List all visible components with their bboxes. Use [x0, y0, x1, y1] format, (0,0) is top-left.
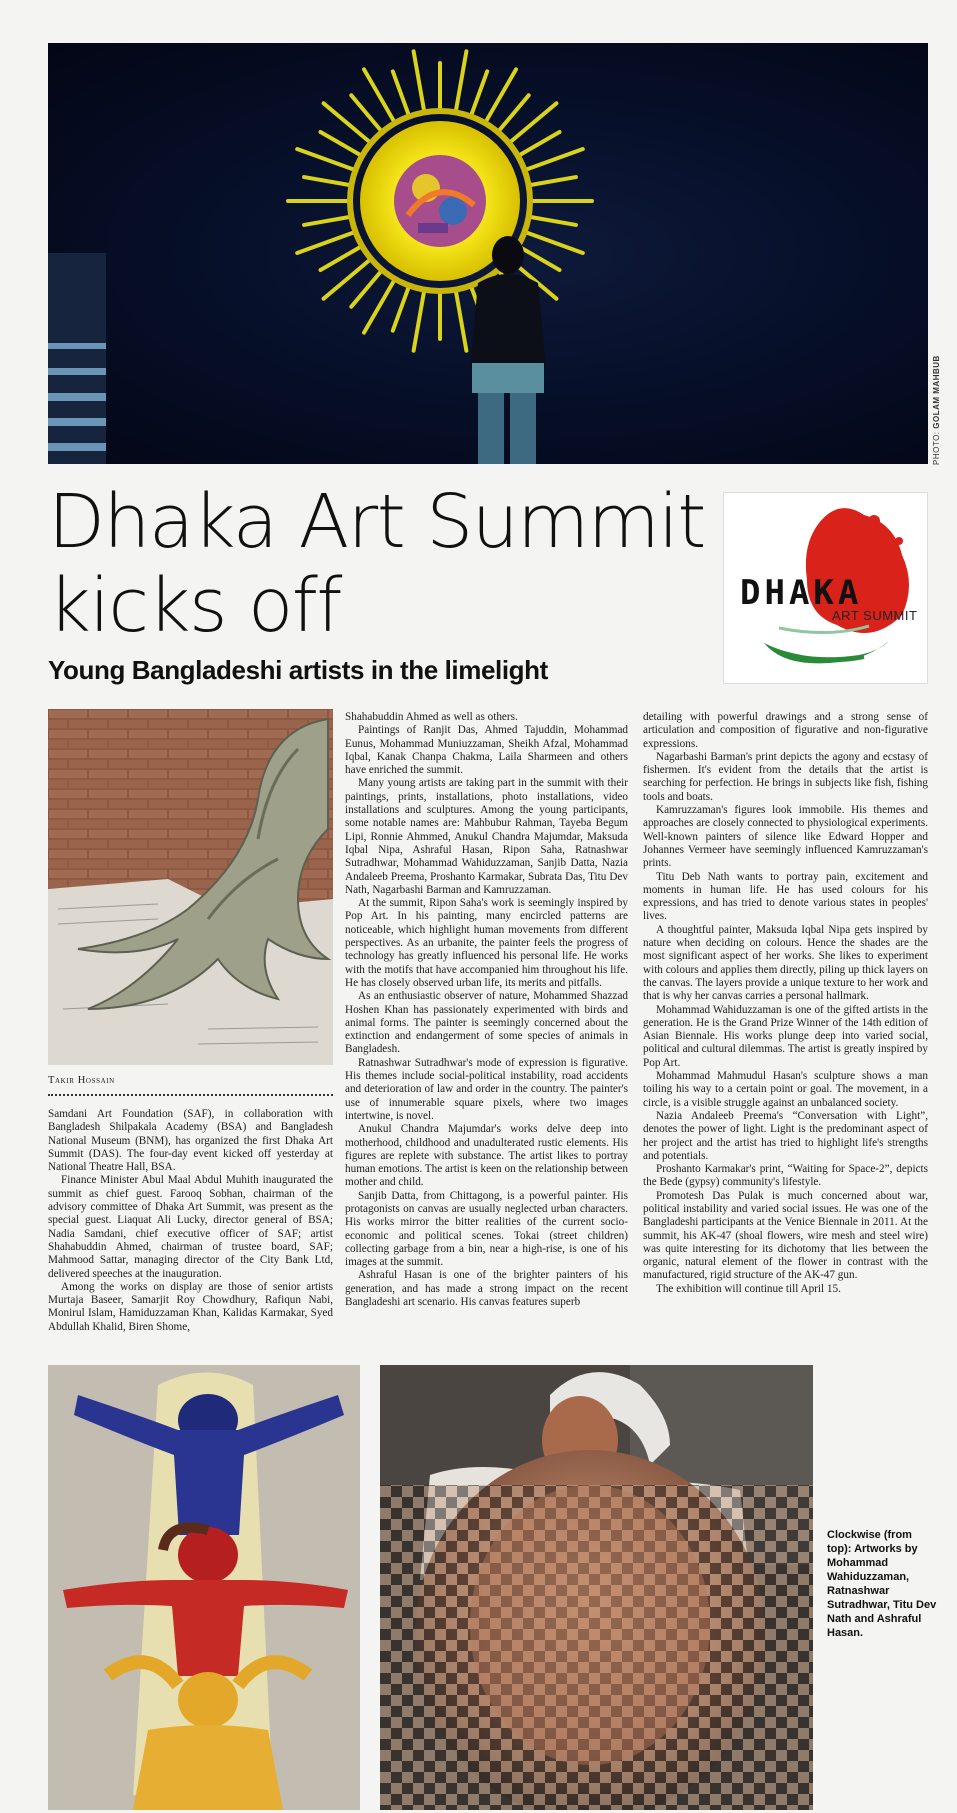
paragraph: Finance Minister Abul Maal Abdul Muhith inaugurated the summit as chief guest. Farooq Sobhan, chairman of the advisory committee of Dhaka Art Summit, was present as the special guest. Liaquat Ali Lucky, director general of BSA; Nadia Samdani, chief executive officer of SAF; artist Shahabuddin Ahmed, chairman of trustee board, SAF; Mahmood Sattar, managing director of the City Bank Ltd, delivered speeches at the inauguration. [48, 1174, 333, 1280]
photo-credit-label: PHOTO: [932, 431, 941, 465]
sunburst-ray [520, 132, 560, 155]
sunburst-ray [520, 247, 560, 270]
sunburst-ray [320, 132, 360, 155]
paragraph: Sanjib Datta, from Chittagong, is a powerful painter. His protagonists on canvas are usually neglected urban characters. His works mirror the bitter realities of the current socio-economic and political scenes. Tokai (street children) collecting garbage from a bin, near a high-rise, is one of his images at the summit. [345, 1189, 628, 1269]
paragraph: The exhibition will continue till April 15. [656, 1282, 841, 1295]
paragraph: Proshanto Karmakar's print, “Waiting for Space-2”, depicts the Bede (gypsy) community's lifestyle. [643, 1163, 928, 1189]
paragraph: A thoughtful painter, Maksuda Iqbal Nipa gets inspired by nature when deciding on colours. Hence the shades are the most significant aspect of her works. She likes to experiment with colours and applies them directly, piling up thick layers on the canvas. The layers provide a unique texture to her work and that is why her canvas carries a personal hallmark. [643, 923, 928, 1003]
sunburst-ray [320, 247, 360, 270]
artwork-stacked-figures [48, 1365, 360, 1810]
sunburst-ray [297, 149, 353, 170]
tree-root-sculpture-image [48, 709, 333, 1065]
paragraph: Nazia Andaleeb Preema's “Conversation with Light”, denotes the power of light. Light is the predominant aspect of her project and the artist has tried to highlight life's strengths and potentials. [643, 1109, 928, 1162]
article-column-3 [643, 711, 928, 1296]
pixelated-portrait-painting-image [380, 1365, 813, 1810]
sunburst-ray [297, 232, 353, 253]
sunburst-ray [351, 95, 381, 130]
paragraph: Kamruzzaman's figures look immobile. His themes and approaches are closely connected to physiological experiments. Well-known painters of silence like Edward Hopper and Johannes Vermeer have seemingly influenced Kamruzzaman's prints. [643, 804, 928, 870]
sunburst-ray [304, 217, 349, 225]
paragraph: Shahabuddin Ahmed as well as others. [345, 711, 518, 723]
dhaka-art-summit-logo [723, 492, 928, 684]
paragraph: Anukul Chandra Majumdar's works delve deep into motherhood, childhood and unadulterated rustic elements. His figures are replete with substance. The artist likes to portray human emotions. The artist is keen on the relationship between mother and child. [345, 1123, 628, 1189]
sculpture-photo [48, 709, 333, 1065]
sunburst-ray [393, 287, 409, 330]
artwork-pixelated-portrait [380, 1365, 813, 1810]
sunburst-ray [351, 271, 381, 306]
stacked-figures-painting-image [48, 1365, 360, 1810]
sunburst-ray [471, 71, 487, 114]
sunburst-ray [531, 217, 576, 225]
headline [48, 480, 708, 648]
sunburst-ray [304, 177, 349, 185]
sunburst-ray [526, 149, 582, 170]
paragraph: Ratnashwar Sutradhwar's mode of expression is figurative. His themes include social-political instability, road accidents and deterioration of law and order in the country. The painter's use of innumerable square pixels, where two images intertwine, is novel. [345, 1056, 628, 1122]
paragraph: Nagarbashi Barman's print depicts the agony and ecstasy of fishermen. It's evident from the details that the artist is searching for perfection. He brings in subjects like fish, fishing tools and boats. [643, 750, 928, 803]
artwork-caption: Clockwise (from top): Artworks by Mohammad Wahiduzzaman, Ratnashwar Sutradhwar, Titu Dev Nath and Ashraful Hasan. [827, 1529, 937, 1639]
logo-subtitle: ART SUMMIT [832, 608, 918, 623]
paragraph: Titu Deb Nath wants to portray pain, excitement and moments in human life. He has used colours for his expressions, and has tried to denote various states in peoples' lives. [643, 870, 928, 923]
paragraph: Ashraful Hasan is one of the brighter painters of his generation, and has made a strong impact on the recent Bangladeshi art scenario. His canvas features superb [345, 1269, 628, 1309]
dotted-divider [48, 1094, 333, 1096]
article-column-1 [48, 1108, 333, 1334]
sunburst-ray [414, 51, 424, 110]
logo-word: DHAKA [740, 573, 863, 613]
sunburst-ray [531, 177, 576, 185]
photo-credit [932, 345, 941, 465]
article-column-2 [345, 711, 628, 1309]
sunburst-ray [456, 51, 466, 110]
paragraph: Mohammad Mahmudul Hasan's sculpture shows a man toiling his way to a certain point or goal. The movement, in a circle, is a visible struggle against an unbalanced society. [643, 1070, 928, 1109]
sunburst-ray [499, 95, 529, 130]
byline: Takir Hossain [48, 1075, 115, 1086]
headline-line-1: Dhaka Art Summit [48, 479, 705, 565]
installation-artwork-image [48, 43, 928, 464]
paragraph: Among the works on display are those of senior artists Murtaja Baseer, Samarjit Roy Chowdhury, Rafiqun Nabi, Monirul Islam, Hamiduzzaman Khan, Kalidas Karmakar, Syed Abdullah Khalid, Biren Shome, [48, 1280, 333, 1333]
hero-photo [48, 43, 928, 464]
headline-line-2: kicks off [48, 563, 341, 649]
paragraph: At the summit, Ripon Saha's work is seemingly inspired by Pop Art. In his painting, many encircled patterns are noticeable, which highlight human movements from different perspectives. As an urbanite, the painter feels the progress of technology has greatly influenced his personal life. He works with the motifs that have accompanied him throughout his life. He has closely observed urban life, its merits and pitfalls. [345, 897, 628, 989]
sunburst-ray [393, 71, 409, 114]
paragraph: Many young artists are taking part in the summit with their paintings, prints, installations, photo installations, video installations and sculptures. Among the young participants, some notable names are: Mahbubur Rahman, Tayeba Begum Lipi, Ronnie Ahmmed, Anukul Chandra Majumdar, Maksuda Iqbal Nipa, Ashraful Hasan, Ripon Saha, Ratnashwar Sutradhwar, Mohammad Wahiduzzaman, Sanjib Datta, Nazia Andaleeb Preema, Proshanto Karmakar, Subrata Das, Titu Dev Nath, Nagarbashi Barman and Kamruzzaman. [345, 777, 628, 896]
paragraph: Mohammad Wahiduzzaman is one of the gifted artists in the generation. He is the Grand Prize Winner of the 14th edition of Asian Biennale. His works plunge deep into varied social, political and cultural dilemmas. The artist is greatly inspired by Pop Art. [643, 1003, 928, 1069]
photo-credit-name: GOLAM MAHBUB [932, 355, 941, 429]
paragraph: Promotesh Das Pulak is much concerned about war, political instability and varied social issues. He was one of the Bangladeshi participants at the Venice Biennale in 2011. At the summit, his AK-47 (shoal flowers, wire mesh and steel wire) was quite interesting for its dichotomy that lies between the organic, natural element of the flower in contrast with the manufactured, rigid structure of the AK-47 gun. [643, 1189, 928, 1282]
paragraph: detailing with powerful drawings and a strong sense of articulation and composition of figurative and non-figurative expressions. [643, 711, 928, 750]
sunburst-ray [526, 232, 582, 253]
sunburst-ray [414, 292, 424, 351]
sunburst-ray [456, 292, 466, 351]
paragraph: Paintings of Ranjit Das, Ahmed Tajuddin, Mohammad Eunus, Mohammad Muniuzzaman, Sheikh Afzal, Mohammad Iqbal, Kanak Chanpa Chakma, Laila Sharmeen and others have enriched the summit. [345, 724, 628, 777]
subheadline: Young Bangladeshi artists in the limelight [48, 655, 548, 685]
paragraph: Samdani Art Foundation (SAF), in collaboration with Bangladesh Shilpakala Academy (BSA) and Bangladesh National Museum (BNM), has organized the first Dhaka Art Summit (DAS). The four-day event kicked off yesterday at National Theatre Hall, BSA. [48, 1108, 333, 1174]
paragraph: As an enthusiastic observer of nature, Mohammed Shazzad Hoshen Khan has passionately experimented with birds and animal forms. The painter is seemingly concerned about the extinction and endangerment of some species of animals in Bangladesh. [345, 990, 628, 1056]
